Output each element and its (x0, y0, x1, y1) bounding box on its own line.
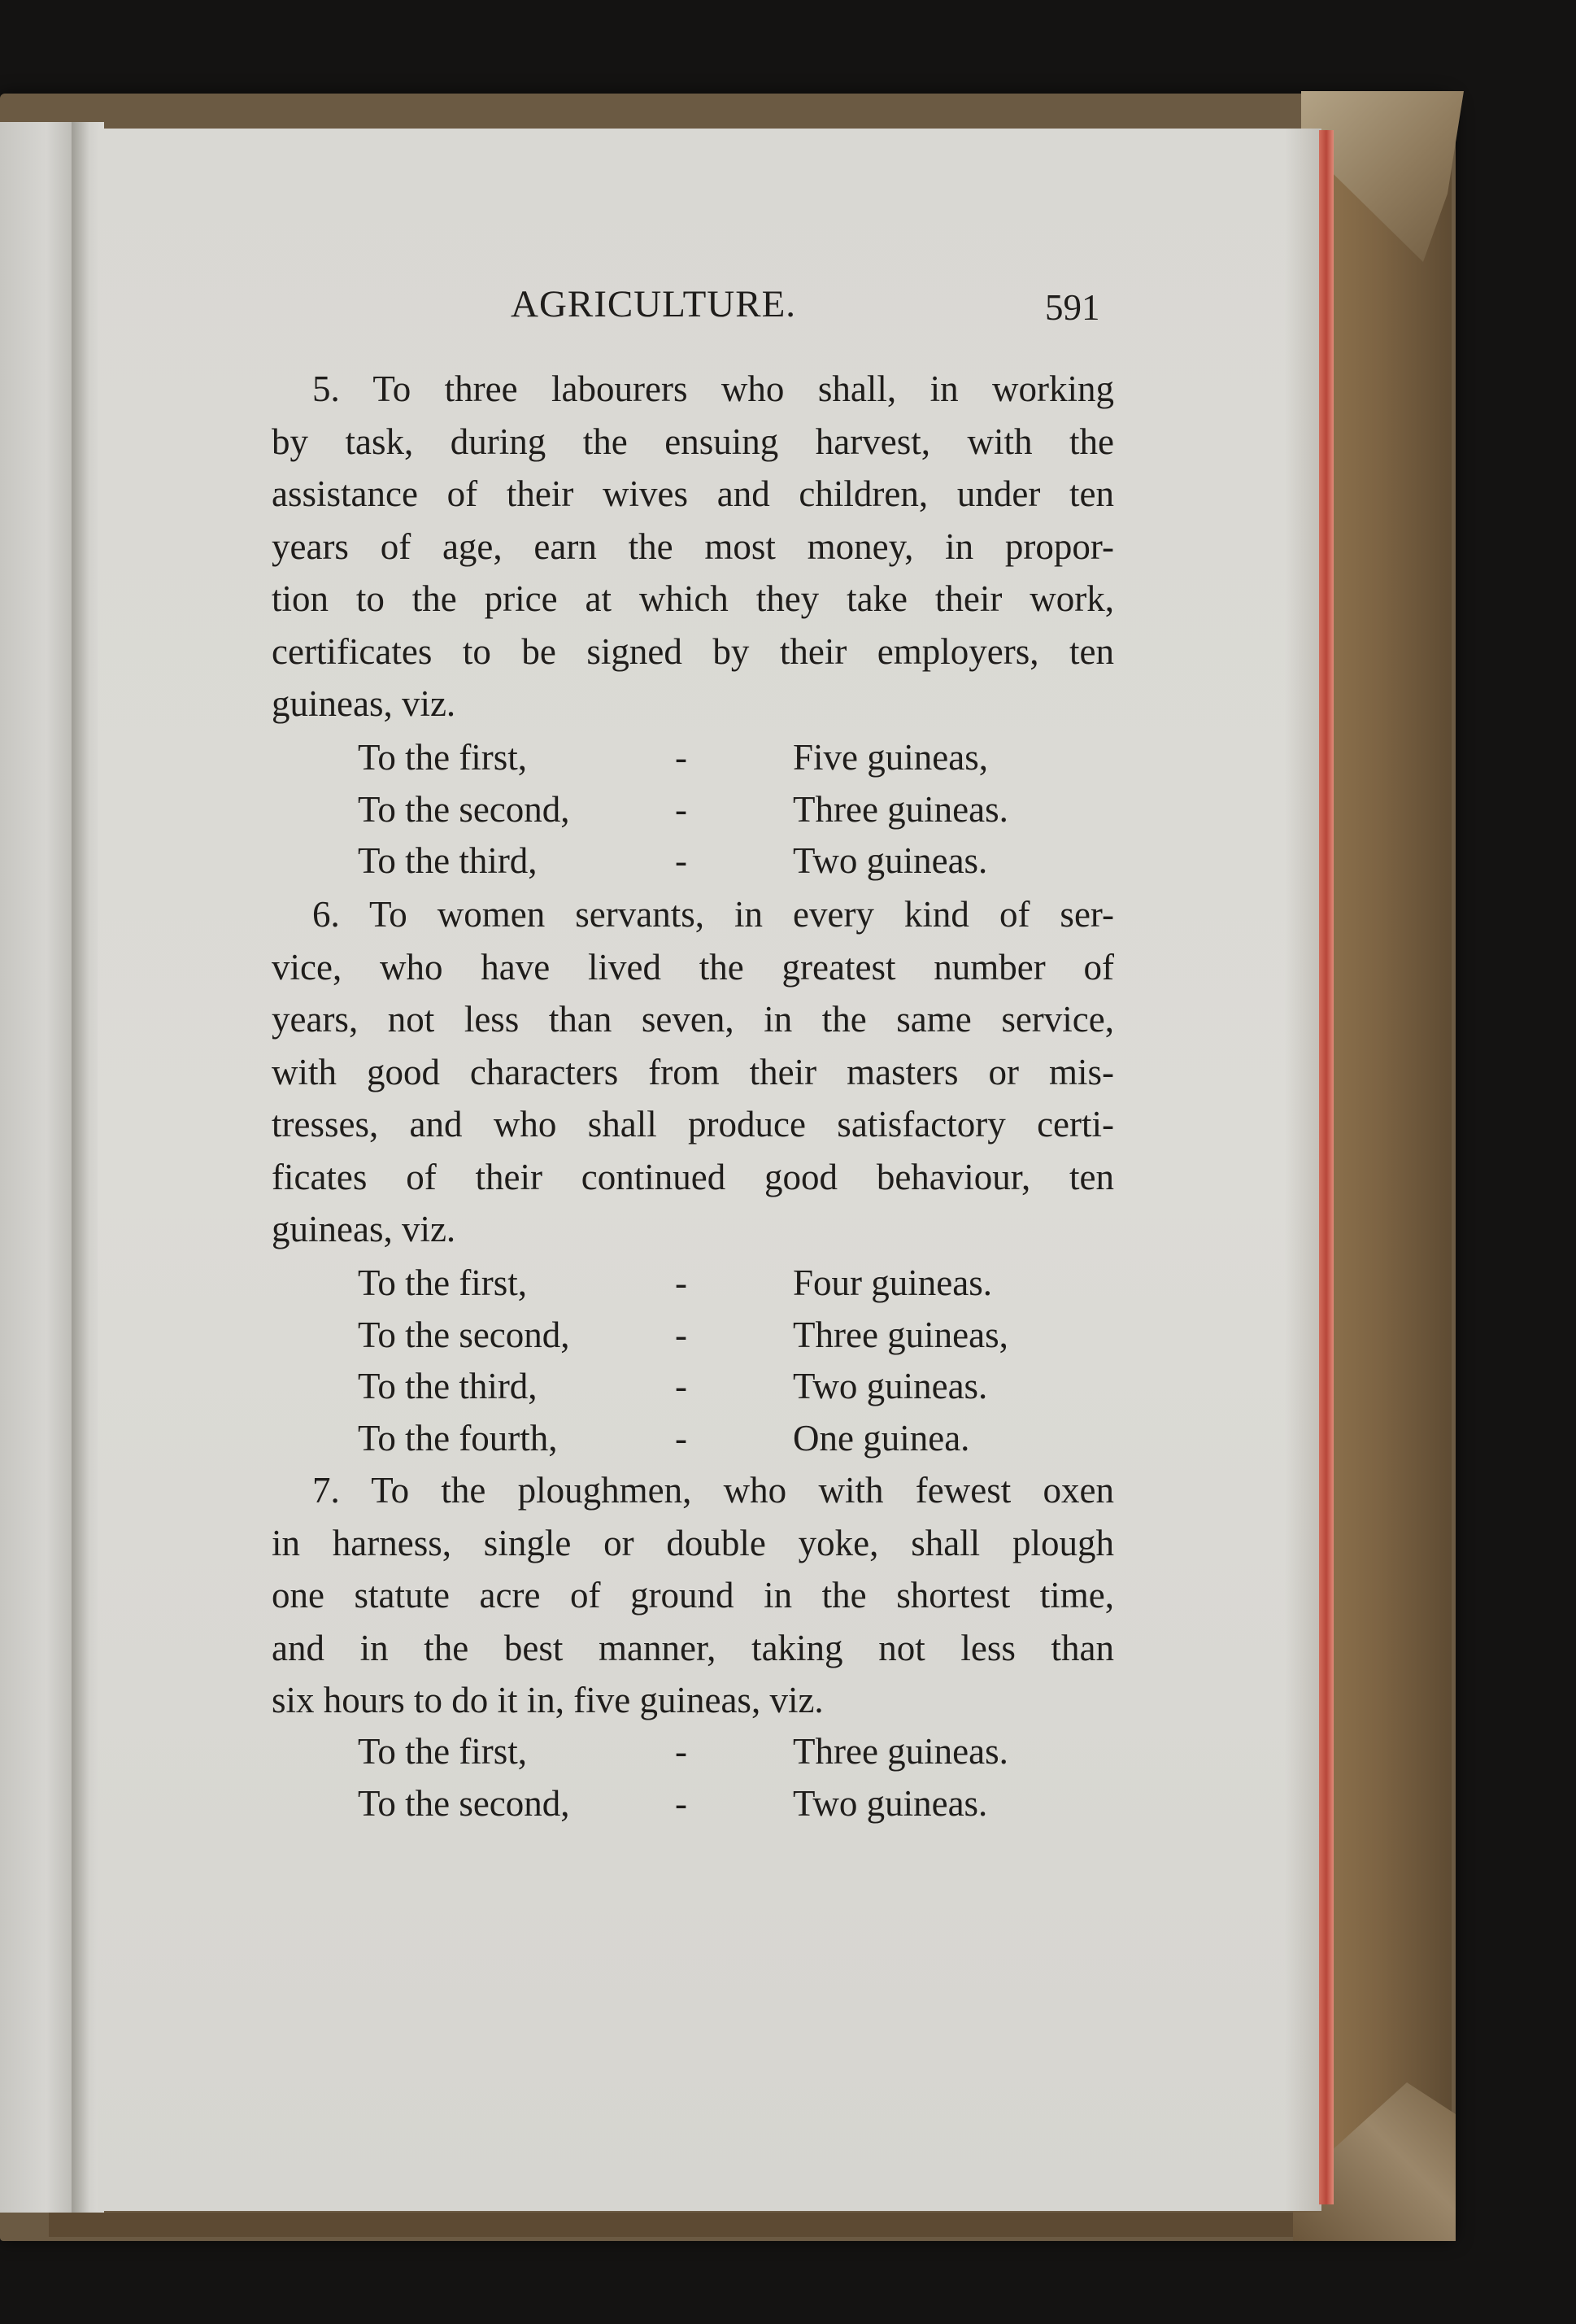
text-line: certificates to be signed by their employers, ten (272, 630, 1114, 672)
prize-value: Three guineas. (793, 788, 1008, 830)
text-line: guineas, viz. (272, 1209, 456, 1249)
prize-dash: - (675, 737, 687, 778)
text-line: tion to the price at which they take their work, (272, 578, 1114, 619)
text-line: years of age, earn the most money, in propor- (272, 525, 1114, 567)
prize-label: To the second, (358, 1314, 570, 1355)
page-edge-shade (1285, 129, 1321, 2211)
prize-value: Three guineas, (793, 1314, 1008, 1355)
prize-value: One guinea. (793, 1417, 970, 1458)
text-line: by task, during the ensuing harvest, with the (272, 421, 1114, 462)
text-line: six hours to do it in, five guineas, viz. (272, 1680, 824, 1720)
text-line: guineas, viz. (272, 683, 456, 724)
prize-dash: - (675, 1417, 687, 1458)
text-line: tresses, and who shall produce satisfactory certi- (272, 1104, 1114, 1145)
paragraph-7 (272, 1464, 1114, 1727)
prize-label: To the fourth, (358, 1417, 558, 1458)
prize-label: To the second, (358, 1782, 570, 1824)
text-line: 7. To the ploughmen, who with fewest oxen (312, 1470, 1114, 1511)
text-line: and in the best manner, taking not less than (272, 1627, 1114, 1668)
text-line: vice, who have lived the greatest number of (272, 946, 1114, 988)
red-page-edges (1319, 130, 1334, 2204)
paragraph-5 (272, 363, 1114, 730)
prize-dash: - (675, 1366, 687, 1406)
text-line: 5. To three labourers who shall, in working (312, 368, 1114, 409)
text-line: one statute acre of ground in the shortest time, (272, 1575, 1114, 1615)
prize-label: To the second, (358, 788, 570, 830)
book-cover-edge (1334, 114, 1452, 2237)
paragraph-6 (272, 888, 1114, 1256)
prize-value: Two guineas. (793, 1366, 988, 1406)
prize-dash: - (675, 1731, 687, 1772)
prize-label: To the third, (358, 840, 538, 881)
prize-label: To the first, (358, 1731, 528, 1772)
text-line: years, not less than seven, in the same service, (272, 999, 1114, 1040)
running-head-title: AGRICULTURE. (511, 283, 797, 325)
prize-dash: - (675, 1262, 687, 1303)
prize-label: To the first, (358, 737, 528, 778)
prize-dash: - (675, 1782, 687, 1824)
page-number: 591 (1045, 287, 1100, 328)
facing-page-edge (0, 122, 77, 2213)
prize-dash: - (675, 788, 687, 830)
text-line: ficates of their continued good behaviour, ten (272, 1156, 1114, 1197)
prize-label: To the third, (358, 1366, 538, 1406)
prize-value: Three guineas. (793, 1731, 1008, 1772)
prize-label: To the first, (358, 1262, 528, 1303)
prize-dash: - (675, 1314, 687, 1355)
text-line: 6. To women servants, in every kind of ser- (312, 894, 1114, 935)
text-line: assistance of their wives and children, under ten (272, 473, 1114, 514)
prize-value: Two guineas. (793, 1782, 988, 1824)
text-line: with good characters from their masters or mis- (272, 1051, 1114, 1092)
prize-value: Four guineas. (793, 1262, 992, 1303)
prize-dash: - (675, 840, 687, 881)
text-line: in harness, single or double yoke, shall plough (272, 1522, 1114, 1563)
book-cover-bottom (49, 2213, 1334, 2237)
prize-value: Five guineas, (793, 737, 988, 778)
prize-value: Two guineas. (793, 840, 988, 881)
